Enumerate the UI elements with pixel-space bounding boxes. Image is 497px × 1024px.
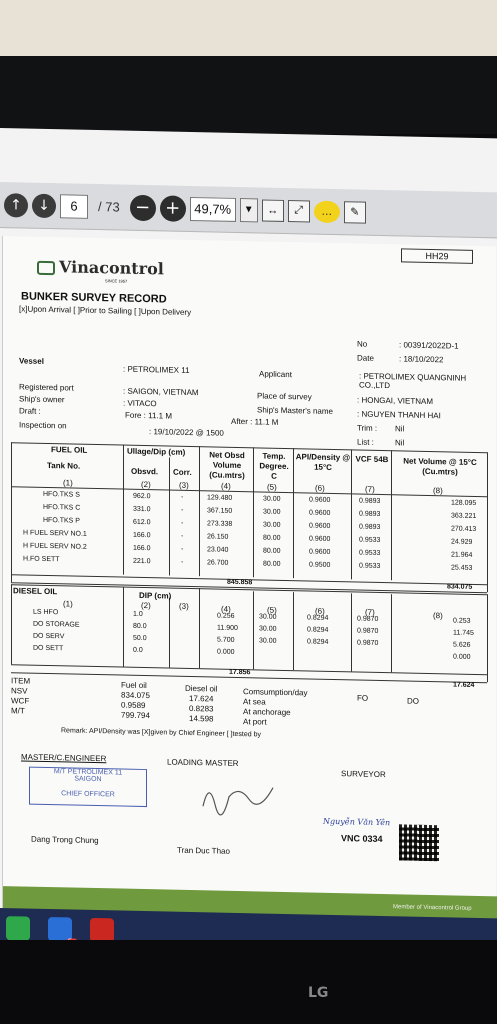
fuel-cell-vol: 129.480 (207, 494, 233, 502)
col-num: (7) (365, 607, 375, 617)
fuel-total-vol: 845.858 (227, 578, 253, 587)
tank-no-header: Tank No. (47, 460, 81, 471)
fuel-cell-corr: - (181, 545, 184, 553)
diesel-cell-vcf: 0.9870 (357, 627, 379, 635)
ullage-header: Ullage/Dip (cm) (127, 446, 186, 457)
doc-title: BUNKER SURVEY RECORD (21, 290, 167, 306)
master-value: : NGUYEN THANH HAI (357, 409, 441, 421)
prev-page-icon[interactable]: ↑ (4, 193, 28, 218)
fuel-total-net: 834.075 (447, 583, 473, 591)
applicant-label: Applicant (259, 369, 292, 380)
diesel-table (3, 236, 496, 246)
fuel-cell-vcf: 0.9893 (359, 510, 381, 518)
fuel-cell-vol: 367.150 (207, 507, 233, 515)
fuel-cell-tank: H FUEL SERV NO.2 (23, 542, 87, 551)
diesel-cell-vol: 0.000 (217, 648, 235, 656)
diesel-cell-temp: 30.00 (259, 637, 277, 645)
fuel-cell-corr: - (181, 506, 184, 514)
vnc-code: VNC 0334 (341, 833, 383, 845)
vinacontrol-logo (37, 257, 164, 279)
zoom-out-icon[interactable]: − (130, 194, 156, 221)
dip-header: DIP (cm) (139, 590, 172, 601)
fuel-cell-temp: 30.00 (263, 508, 281, 516)
net-obsd-header: Net Obsd Volume (Cu.mtrs) (209, 450, 245, 481)
col-num: (4) (221, 604, 231, 614)
fuel-cell-api: 0.9600 (309, 535, 331, 543)
zoom-dropdown-icon[interactable]: ▼ (240, 198, 258, 222)
logo-text: Vinacontrol (59, 257, 164, 279)
list-value: Nil (395, 438, 405, 448)
doc-code: HH29 (401, 248, 473, 264)
col-num: (8) (433, 486, 443, 496)
fuel-cell-obs: 331.0 (133, 505, 151, 514)
pdf-page (2, 236, 496, 918)
mail-icon[interactable] (48, 917, 72, 942)
fuel-oil-header: FUEL OIL (51, 445, 88, 455)
vessel-label: Vessel (19, 356, 44, 366)
place-label: Place of survey (257, 391, 312, 402)
monitor-bezel-bottom (0, 940, 497, 1024)
col-num: (6) (315, 606, 325, 616)
diesel-cell-api: 0.8294 (307, 614, 329, 622)
fuel-cell-net: 363.221 (451, 512, 477, 520)
col-num: (6) (315, 483, 325, 493)
diesel-total-net: 17.624 (453, 681, 475, 689)
logo-icon (37, 260, 55, 274)
diesel-cell-obs: 50.0 (133, 634, 147, 643)
diesel-cell-net: 11.745 (453, 629, 474, 637)
sum-diesel-mt: 14.598 (189, 713, 214, 724)
next-page-icon[interactable]: ↓ (32, 193, 56, 218)
inspection-value: : 19/10/2022 @ 1500 (149, 427, 224, 438)
col-num: (8) (433, 611, 443, 621)
draft-fore: Fore : 11.1 M (125, 410, 172, 421)
diesel-cell-net: 0.000 (453, 653, 471, 661)
fuel-cell-net: 128.095 (451, 499, 477, 507)
fuel-cell-vcf: 0.9533 (359, 549, 381, 557)
diesel-cell-api: 0.8294 (307, 626, 329, 634)
page-number-input[interactable]: 6 (60, 194, 88, 219)
reg-port-label: Registered port (19, 382, 74, 393)
trim-value: Nil (395, 424, 405, 434)
fuel-cell-obs: 962.0 (133, 492, 151, 501)
diesel-cell-tank: DO STORAGE (33, 620, 80, 629)
draft-label: Draft : (19, 406, 41, 416)
diesel-cell-obs: 1.0 (133, 610, 143, 618)
stamp-line: M/T PETROLIMEX 11 (53, 768, 123, 777)
fuel-cell-net: 270.413 (451, 525, 477, 533)
qr-code-icon (399, 824, 439, 861)
fuel-cell-corr: - (181, 532, 184, 540)
master-label: Ship's Master's name (257, 405, 333, 416)
diesel-cell-vcf: 0.9870 (357, 615, 379, 623)
place-value: : HONGAI, VIETNAM (357, 395, 434, 407)
diesel-cell-api: 0.8294 (307, 638, 329, 646)
col-num: (2) (141, 479, 151, 490)
diesel-oil-header: DIESEL OIL (13, 586, 58, 597)
sum-fuel-mt: 799.794 (121, 710, 150, 721)
col-num: (5) (267, 605, 277, 615)
diesel-cell-vol: 0.256 (217, 612, 235, 620)
date-value: : 18/10/2022 (399, 354, 444, 365)
diesel-cell-tank: DO SETT (33, 644, 64, 653)
fuel-cell-vol: 26.700 (207, 559, 229, 567)
no-value: : 00391/2022D-1 (399, 340, 459, 351)
sum-fuel-h: Fuel oil (121, 680, 147, 691)
api-header: API/Density @ 15°C (295, 452, 351, 472)
fuel-cell-corr: - (181, 493, 184, 501)
col-num: (5) (267, 482, 277, 492)
fuel-cell-temp: 30.00 (263, 521, 281, 529)
draft-after: After : 11.1 M (231, 416, 279, 427)
fuel-cell-temp: 80.00 (263, 534, 281, 542)
fuel-cell-corr: - (181, 519, 184, 527)
app-icon[interactable] (6, 916, 30, 941)
fuel-cell-vcf: 0.9533 (359, 536, 381, 544)
page-total: / 73 (98, 199, 120, 215)
name-loading: Tran Duc Thao (177, 845, 230, 856)
lg-logo: LG (308, 985, 329, 1001)
diesel-cell-net: 5.626 (453, 641, 471, 649)
fuel-cell-api: 0.9600 (309, 509, 331, 517)
diesel-cell-tank: LS HFO (33, 608, 59, 617)
sum-fo: FO (357, 693, 369, 703)
obsvd-header: Obsvd. (131, 466, 159, 477)
sum-diesel-h: Diesel oil (185, 683, 218, 694)
diesel-cell-vcf: 0.9870 (357, 639, 379, 647)
pdf-reader-icon[interactable] (90, 918, 114, 943)
fuel-cell-vol: 273.338 (207, 520, 233, 528)
since: SINCE 1957 (105, 278, 128, 284)
pen-icon[interactable]: ✎ (344, 201, 366, 223)
loading-master: LOADING MASTER (167, 757, 239, 768)
col-num: (1) (63, 478, 73, 488)
fuel-cell-tank: HFO.TKS S (43, 490, 80, 499)
col-num: (7) (365, 484, 375, 494)
trim-label: Trim : (357, 423, 378, 433)
diesel-cell-temp: 30.00 (259, 625, 277, 633)
fuel-cell-obs: 166.0 (133, 544, 151, 553)
inspection-label: Inspection on (19, 420, 67, 431)
diesel-total-vol: 17.856 (229, 668, 251, 677)
fuel-cell-api: 0.9500 (309, 561, 331, 569)
doc-subtitle: [x]Upon Arrival [ ]Prior to Sailing [ ]Upon Delivery (19, 304, 192, 318)
sum-diesel-nsv: 17.624 (189, 693, 214, 704)
fit-page-icon[interactable]: ⤢ (288, 200, 310, 222)
no-label: No (357, 339, 368, 349)
fuel-cell-obs: 221.0 (133, 557, 151, 566)
vessel-value: : PETROLIMEX 11 (123, 364, 190, 375)
fuel-cell-api: 0.9600 (309, 548, 331, 556)
background-wall (0, 0, 497, 62)
fuel-cell-net: 25.453 (451, 564, 473, 572)
diesel-cell-net: 0.253 (453, 617, 471, 625)
comment-icon[interactable]: … (314, 200, 340, 223)
fuel-cell-vcf: 0.9893 (359, 523, 381, 531)
ship-stamp (29, 767, 147, 807)
fuel-cell-tank: H FUEL SERV NO.1 (23, 529, 87, 538)
zoom-in-icon[interactable]: + (160, 195, 186, 222)
remark: Remark: API/Density was [X]given by Chief Engineer [ ]tested by (61, 727, 261, 739)
reg-port-value: : SAIGON, VIETNAM (123, 386, 199, 398)
sum-fuel-nsv: 834.075 (121, 690, 150, 701)
fuel-cell-vcf: 0.9893 (359, 497, 381, 505)
sum-mt: M/T (11, 706, 25, 716)
fuel-cell-tank: HFO.TKS P (43, 516, 80, 525)
fuel-cell-obs: 612.0 (133, 518, 151, 527)
col-num: (1) (63, 599, 73, 609)
loading-master-signature (199, 776, 279, 818)
sum-cons-2: At anchorage (243, 707, 291, 718)
surveyor-signature: Nguyễn Văn Yên (323, 816, 391, 828)
fuel-cell-api: 0.9600 (309, 496, 331, 504)
fuel-cell-api: 0.9600 (309, 522, 331, 530)
owner-value: : VITACO (123, 398, 157, 409)
diesel-cell-obs: 0.0 (133, 646, 143, 654)
pdf-toolbar (0, 182, 497, 238)
diesel-cell-vol: 5.700 (217, 636, 235, 644)
sum-diesel-wcf: 0.8283 (189, 703, 214, 714)
diesel-cell-obs: 80.0 (133, 622, 147, 631)
sum-item: ITEM (11, 676, 31, 686)
master-engineer: MASTER/C.ENGINEER (21, 752, 107, 764)
fuel-cell-temp: 80.00 (263, 560, 281, 568)
diesel-cell-vol: 11.900 (217, 624, 238, 632)
fuel-cell-vol: 26.150 (207, 533, 229, 541)
monitor-bezel-top (0, 56, 497, 134)
surveyor-label: SURVEYOR (341, 769, 386, 780)
fuel-cell-tank: HFO.TKS C (43, 503, 81, 512)
fuel-cell-vol: 23.040 (207, 546, 229, 554)
col-num: (2) (141, 600, 151, 611)
fuel-cell-corr: - (181, 558, 184, 566)
fuel-cell-vcf: 0.9533 (359, 562, 381, 570)
vcf-header: VCF 54B (355, 454, 389, 465)
fuel-table (3, 236, 496, 246)
list-label: List : (357, 437, 374, 447)
name-master: Dang Trong Chung (31, 834, 99, 846)
applicant-value: : PETROLIMEX QUANGNINH CO.,LTD (359, 371, 467, 391)
col-num: (3) (179, 480, 189, 490)
stamp-line: SAIGON (74, 775, 102, 784)
fit-width-icon[interactable]: ↔ (262, 199, 284, 221)
sum-do: DO (407, 696, 419, 706)
sum-wcf: WCF (11, 696, 30, 706)
sum-fuel-wcf: 0.9589 (121, 700, 146, 711)
net-volume-header: Net Volume @ 15°C (Cu.mtrs) (403, 456, 477, 477)
footer-member: Member of Vinacontrol Group (393, 904, 472, 912)
sum-cons-h: Comsumption/day (243, 687, 308, 698)
date-label: Date (357, 353, 374, 363)
diesel-cell-tank: DO SERV (33, 632, 65, 641)
fuel-cell-obs: 166.0 (133, 531, 151, 540)
col-num: (4) (221, 481, 231, 491)
diesel-cell-temp: 30.00 (259, 613, 277, 621)
fuel-cell-tank: H.FO SETT (23, 555, 60, 564)
zoom-level-input[interactable]: 49,7% (190, 196, 236, 221)
fuel-cell-net: 24.929 (451, 538, 473, 546)
sum-cons-1: At sea (243, 697, 266, 707)
fuel-cell-net: 21.964 (451, 551, 473, 559)
corr-header: Corr. (173, 467, 192, 478)
temp-header: Temp. Degree. C (259, 451, 289, 481)
sum-nsv: NSV (11, 686, 28, 696)
col-num: (3) (179, 601, 189, 611)
sum-cons-3: At port (243, 717, 267, 727)
owner-label: Ship's owner (19, 394, 65, 405)
stamp-line: CHIEF OFFICER (61, 790, 115, 799)
monitor-screen (0, 128, 497, 928)
fuel-cell-temp: 30.00 (263, 495, 281, 503)
fuel-cell-temp: 80.00 (263, 547, 281, 555)
